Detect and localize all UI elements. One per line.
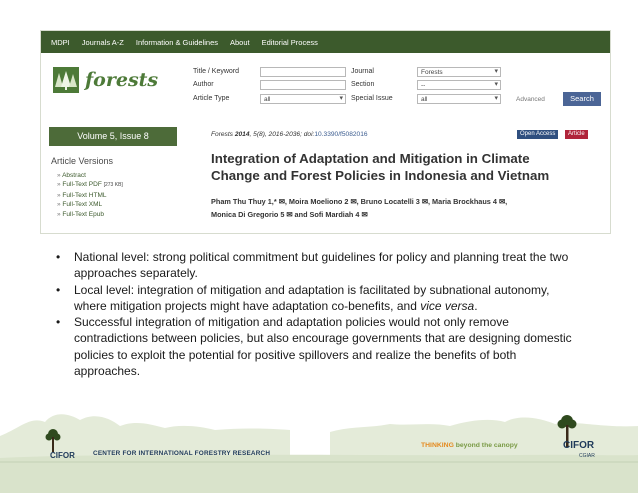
- bullet-national: • National level: strong political commitment but guidelines for policy and planning treat the two approaches separately.: [56, 250, 569, 281]
- journal-label: Journal: [351, 68, 374, 75]
- nav-about[interactable]: About: [230, 37, 250, 47]
- search-button[interactable]: Search: [563, 92, 601, 106]
- open-access-badge: Open Access: [517, 130, 558, 139]
- org-name: CENTER FOR INTERNATIONAL FORESTRY RESEARCH: [93, 450, 271, 457]
- volume-issue-bar[interactable]: Volume 5, Issue 8: [49, 127, 177, 146]
- forests-logo[interactable]: [53, 67, 158, 93]
- section-label: Section: [351, 81, 375, 88]
- title-keyword-label: Title / Keyword: [193, 68, 240, 75]
- article-versions-list: [57, 171, 123, 219]
- article-type-label: Article Type: [193, 95, 230, 102]
- summary-bullets: [56, 249, 576, 379]
- article-versions-heading: Article Versions: [51, 156, 114, 166]
- bullet-icon: •: [56, 315, 61, 330]
- cifor-logo-text-left: CIFOR: [50, 451, 75, 460]
- journal-select[interactable]: Forests ▾: [417, 67, 501, 77]
- version-xml[interactable]: » Full-Text XML: [57, 200, 123, 209]
- author-input[interactable]: [260, 80, 346, 90]
- version-epub[interactable]: » Full-Text Epub: [57, 210, 123, 219]
- authors-line-2: Monica Di Gregorio 5 ✉ and Sofi Mardiah 4 ✉: [211, 210, 368, 219]
- nav-editorial[interactable]: Editorial Process: [261, 37, 318, 47]
- article-type-select[interactable]: all ▾: [260, 94, 346, 104]
- nav-information[interactable]: Information & Guidelines: [135, 37, 218, 47]
- bullet-icon: •: [56, 250, 61, 264]
- cifor-logo-right: [553, 412, 605, 460]
- citation-line: Forests 2014, 5(8), 2016-2036; doi:10.3390/f5082016: [211, 131, 368, 138]
- cifor-logo-left: [43, 428, 83, 460]
- pdf-size: [273 KB]: [103, 182, 123, 189]
- forest-silhouette-footer: [0, 398, 638, 493]
- nav-mdpi[interactable]: MDPI: [51, 37, 70, 47]
- bullet-icon: •: [56, 282, 61, 297]
- top-nav: [41, 31, 610, 53]
- nav-journals[interactable]: Journals A-Z: [81, 37, 124, 47]
- article-title: Integration of Adaptation and Mitigation in Climate Change and Forest Policies in Indonesia and Vietnam: [211, 151, 550, 183]
- title-keyword-input[interactable]: [260, 67, 346, 77]
- authors-line-1: Pham Thu Thuy 1,* ✉, Moira Moeliono 2 ✉, Bruno Locatelli 3 ✉, Maria Brockhaus 4 ✉,: [211, 197, 508, 206]
- journal-page-screenshot: [40, 30, 611, 234]
- logo-text: forests: [85, 69, 159, 91]
- article-badge: Article: [565, 130, 588, 139]
- tree-logo-icon: [53, 67, 79, 93]
- section-select[interactable]: -- ▾: [417, 80, 501, 90]
- version-abstract[interactable]: » Abstract: [57, 171, 123, 180]
- authors: [211, 195, 591, 221]
- bullet-local: • Local level: integration of mitigation and adaptation is facilitated by subnational autonomy, where mitigation projects might have adaptation co-benefits, and vice versa.: [56, 282, 550, 313]
- bullet-successful: • Successful integration of mitigation and adaptation policies would not only remove contradictions between policies, but also encourage governments that are designing domestic policies to exploit the potential for positive spillovers and realize the benefits of both approaches.: [56, 315, 572, 379]
- tagline: THINKING beyond the canopy: [421, 442, 518, 449]
- version-pdf[interactable]: » Full-Text PDF [273 KB]: [57, 180, 123, 190]
- author-label: Author: [193, 81, 214, 88]
- cifor-logo-text-right: CIFOR: [563, 440, 595, 451]
- doi-link[interactable]: 10.3390/f5082016: [314, 131, 368, 138]
- cgiar-text: CGIAR: [579, 453, 595, 459]
- special-issue-label: Special Issue: [351, 95, 393, 102]
- version-html[interactable]: » Full-Text HTML: [57, 191, 123, 200]
- special-issue-select[interactable]: all ▾: [417, 94, 501, 104]
- advanced-search-link[interactable]: Advanced: [516, 96, 545, 103]
